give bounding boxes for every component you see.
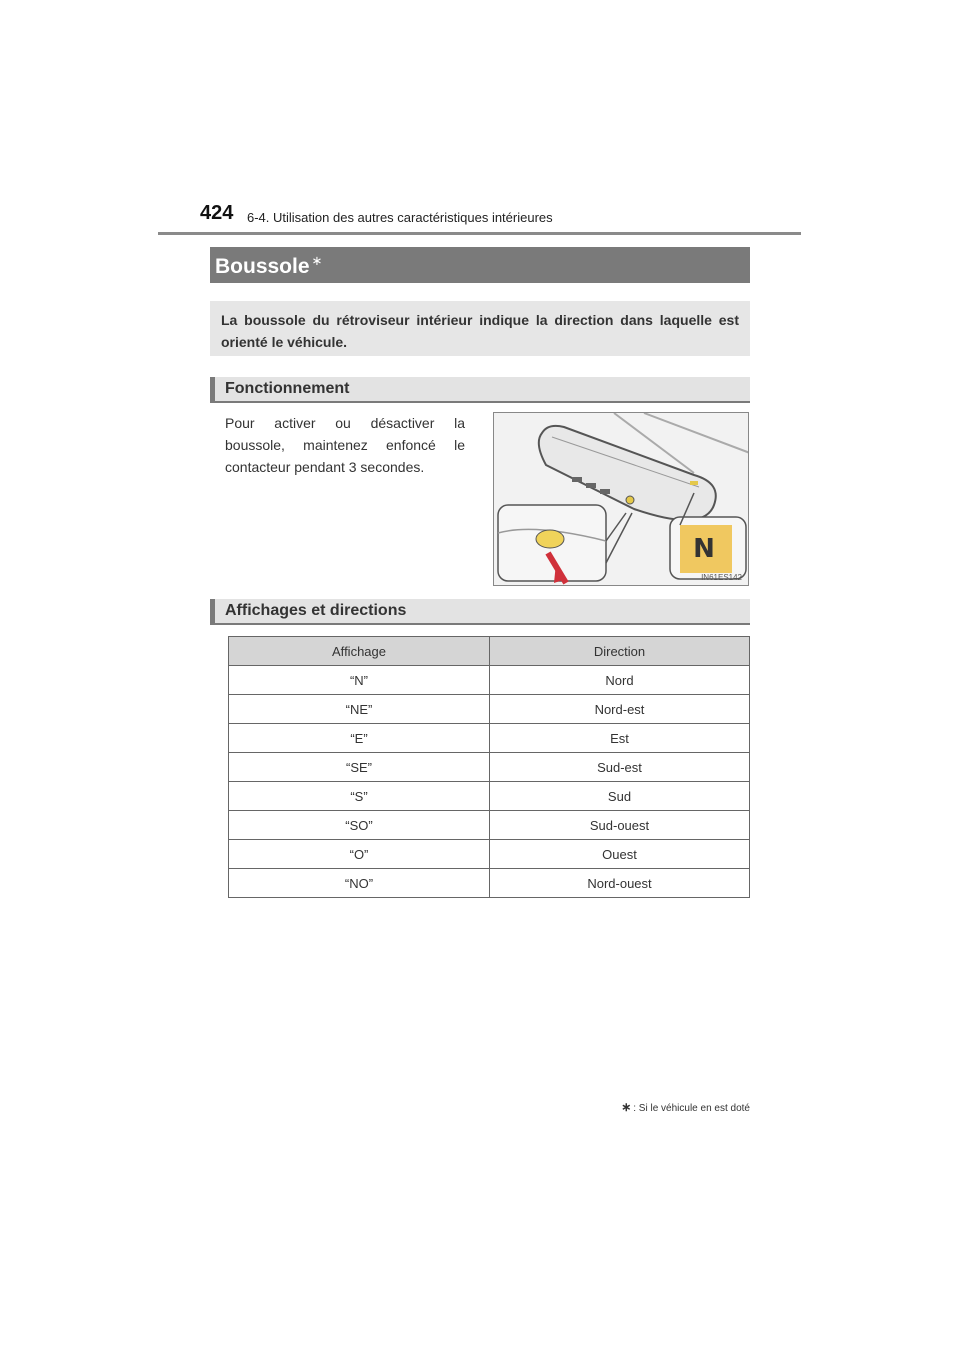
direction-table xyxy=(228,636,750,898)
table-row xyxy=(229,695,750,724)
table-row xyxy=(229,666,750,695)
display-cell: “E” xyxy=(229,724,490,753)
mirror-drawing xyxy=(494,413,749,586)
compass-display-glyph: N xyxy=(693,534,715,564)
direction-cell: Nord xyxy=(490,666,750,695)
column-header-direction: Direction xyxy=(490,637,750,666)
display-cell: “SE” xyxy=(229,753,490,782)
footnote xyxy=(610,1100,750,1114)
page-header xyxy=(200,202,800,232)
direction-cell: Sud-est xyxy=(490,753,750,782)
direction-cell: Nord-ouest xyxy=(490,869,750,898)
section-heading-operation xyxy=(210,377,750,403)
table-row xyxy=(229,724,750,753)
page-number: 424 xyxy=(200,202,234,224)
section-label: Fonctionnement xyxy=(225,380,350,397)
table-header-row xyxy=(229,637,750,666)
header-rule xyxy=(158,232,801,235)
title-bar xyxy=(210,247,750,283)
direction-cell: Nord-est xyxy=(490,695,750,724)
column-header-display: Affichage xyxy=(229,637,490,666)
page-title-text: Boussole xyxy=(215,255,310,278)
table-row xyxy=(229,753,750,782)
operation-text: Pour activer ou désactiver la boussole, maintenez enfoncé le contacteur pendant 3 secondes. xyxy=(225,415,465,475)
direction-cell: Est xyxy=(490,724,750,753)
figure-code: IN61ES142 xyxy=(701,573,742,582)
footnote-text: : Si le véhicule en est doté xyxy=(633,1103,750,1114)
display-cell: “SO” xyxy=(229,811,490,840)
direction-cell: Sud-ouest xyxy=(490,811,750,840)
intro-box xyxy=(210,301,750,356)
table-row xyxy=(229,869,750,898)
page-title xyxy=(215,253,322,279)
asterisk-icon: ∗ xyxy=(621,1100,632,1114)
intro-text: La boussole du rétroviseur intérieur indique la direction dans laquelle est orienté le véhicule. xyxy=(221,312,739,350)
mirror-illustration xyxy=(493,412,749,586)
display-cell: “O” xyxy=(229,840,490,869)
direction-cell: Ouest xyxy=(490,840,750,869)
section-label: Affichages et directions xyxy=(225,602,407,619)
direction-cell: Sud xyxy=(490,782,750,811)
section-heading-displays xyxy=(210,599,750,625)
table-row xyxy=(229,811,750,840)
display-cell: “NE” xyxy=(229,695,490,724)
table-row xyxy=(229,840,750,869)
display-cell: “S” xyxy=(229,782,490,811)
display-cell: “N” xyxy=(229,666,490,695)
table-row xyxy=(229,782,750,811)
chapter-title: 6-4. Utilisation des autres caractéristiques intérieures xyxy=(247,210,553,225)
display-cell: “NO” xyxy=(229,869,490,898)
asterisk-icon: ∗ xyxy=(311,253,323,268)
